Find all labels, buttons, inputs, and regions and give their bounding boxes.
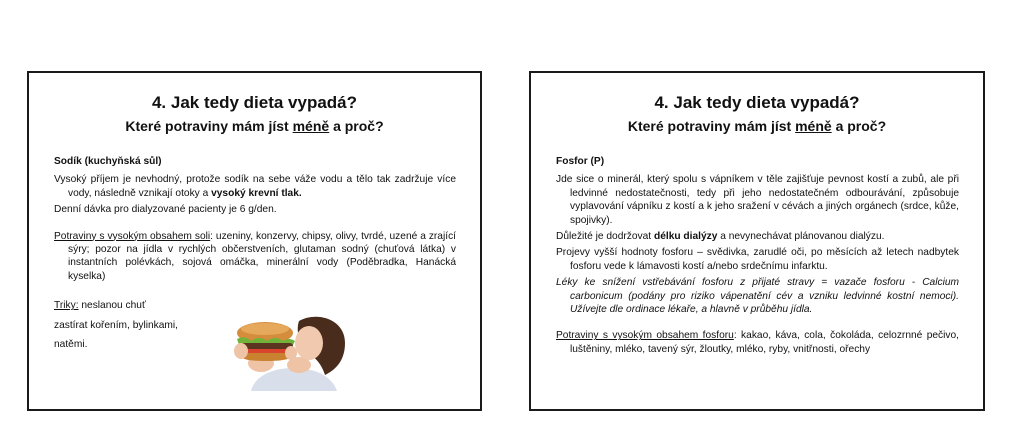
slide-title: 4. Jak tedy dieta vypadá?: [151, 93, 358, 112]
tips-line: natěmi.: [54, 339, 88, 351]
paragraph: Projevy vyšší hodnoty fosforu – svědivka, zarudlé oči, po měsících až letech nadbytek fosforu vede k lámavosti kostí a/nebo srdečnímu infarktu.: [556, 247, 959, 272]
woman-eating-burger-image: [221, 313, 349, 391]
slide-sodium: [27, 71, 482, 411]
paragraph: Potraviny s vysokým obsahem fosforu: kakao, káva, cola, čokoláda, celozrnné pečivo, luštěniny, mléko, tavený sýr, žloutky, mléko, ryby, vnitřnosti, ořechy: [556, 330, 959, 355]
paragraph: Denní dávka pro dialyzované pacienty je 6 g/den.: [54, 204, 277, 216]
slide-title: 4. Jak tedy dieta vypadá?: [654, 93, 860, 112]
section-heading: Fosfor (P): [556, 156, 605, 167]
tips-line: Triky: neslanou chuť: [54, 300, 146, 312]
paragraph: Vysoký příjem je nevhodný, protože sodík na sebe váže vodu a tělo tak zadržuje více vody, následně vznikají otoky a vysoký krevní tlak.: [54, 174, 456, 199]
slide-subtitle: Které potraviny mám jíst méně a proč?: [627, 118, 887, 134]
paragraph: Jde sice o minerál, který spolu s vápníkem v těle zajišťuje pevnost kostí a zubů, ale při ledvinné nedostatečnosti, tedy při jeho nedostatečném odbourávání, způsobuje vyplavování vápníku z kostí a k jeho sražení v cévách a jiných orgánech (srdce, kůže, spojivky).: [556, 174, 959, 226]
slide-phosphorus: [529, 71, 985, 411]
paragraph: Potraviny s vysokým obsahem soli: uzeniny, konzervy, chipsy, olivy, tvrdé, uzené a zrající sýry; pozor na jídla v rychlých občerstveních, glutaman sodný (chuťová látka) v instantních polévkách, sojová omáčka, minerální vody (Poděbradka, Hanácká kyselka): [54, 230, 456, 282]
paragraph: Léky ke snížení vstřebávání fosforu z přijaté stravy = vazače fosforu - Calcium carbonicum (podány pro riziko vápenatění cév a vzniku ledvinné kostní nemoci). Užívejte dle ordinace lékaře, a hlavně v průběhu jídla.: [556, 277, 959, 316]
slide-subtitle: Které potraviny mám jíst méně a proč?: [125, 118, 384, 134]
section-heading: Sodík (kuchyňská sůl): [54, 156, 162, 167]
tips-line: zastírat kořením, bylinkami,: [54, 319, 178, 331]
paragraph: Důležité je dodržovat délku dialýzy a nevynechávat plánovanou dialýzu.: [556, 231, 885, 243]
slide-body: [556, 155, 959, 359]
